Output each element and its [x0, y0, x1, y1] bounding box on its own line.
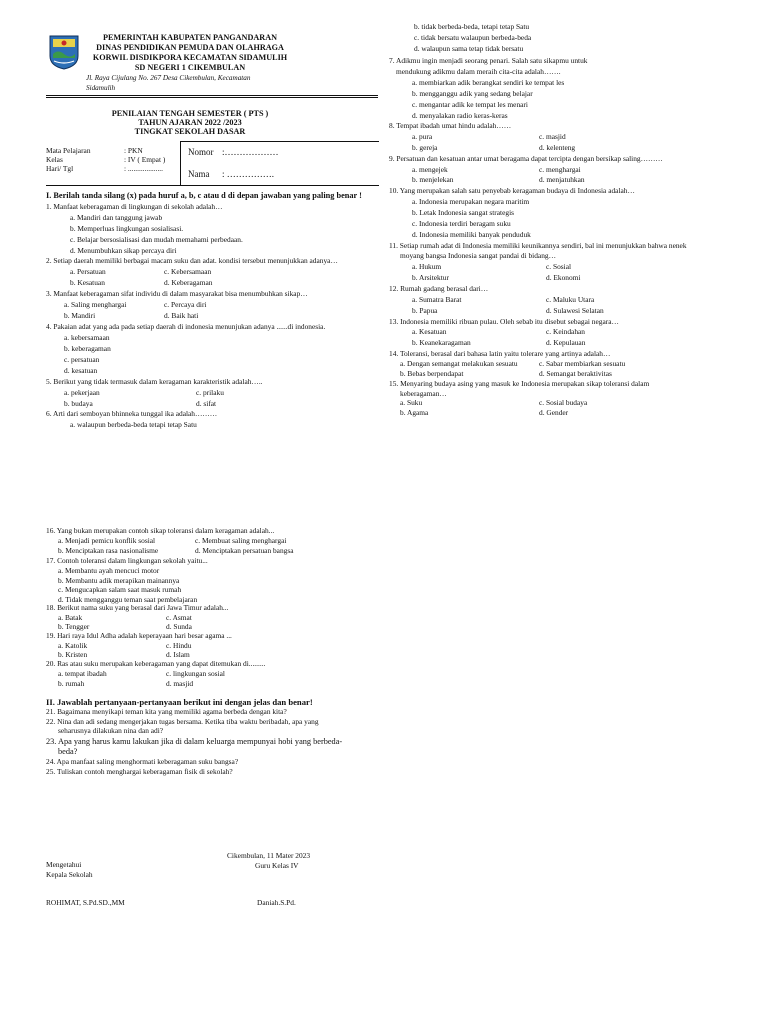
q1-option-d[interactable]: d. Menumbuhkan sikap percaya diri	[70, 246, 177, 255]
exam-title: PENILAIAN TENGAH SEMESTER ( PTS )	[111, 109, 269, 118]
school-address-line2: Sidamulih	[86, 84, 116, 92]
essay-24: 24. Apa manfaat saling menghormati keberagaman suku bangsa?	[46, 757, 239, 766]
nama-field[interactable]: : …………….	[222, 169, 275, 179]
q20-option-a[interactable]: a. tempat ibadah	[58, 669, 107, 678]
q8-option-a[interactable]: a. pura	[412, 132, 433, 141]
q9-option-b[interactable]: b. menjelekan	[412, 175, 454, 184]
department-name: DINAS PENDIDIKAN PEMUDA DAN OLAHRAGA	[96, 43, 284, 52]
q13-option-d[interactable]: d. Kepulauan	[546, 338, 586, 347]
subject-value: : PKN	[124, 146, 143, 155]
question-8: 8. Tempat ibadah umat hindu adalah……	[389, 121, 512, 130]
q11-option-d[interactable]: d. Ekonomi	[546, 273, 581, 282]
section1-heading: I. Berilah tanda silang (x) pada huruf a, b, c atau d di depan jawaban yang paling benar !	[46, 191, 362, 200]
q14-option-d[interactable]: d. Semangat beraktivitas	[539, 369, 612, 378]
q10-option-a[interactable]: a. Indonesia merupakan negara maritim	[412, 197, 530, 206]
q7-option-b[interactable]: b. mengganggu adik yang sedang belajar	[412, 89, 533, 98]
q2-option-b[interactable]: b. Kesatuan	[70, 278, 105, 287]
essay-23: 23. Apa yang harus kamu lakukan jika di dalam keluarga mempunyai hobi yang berbeda-	[46, 737, 343, 746]
q16-option-a[interactable]: a. Menjadi pemicu konflik sosial	[58, 536, 156, 545]
q13-option-a[interactable]: a. Kesatuan	[412, 327, 447, 336]
q4-option-a[interactable]: a. kebersamaan	[64, 333, 110, 342]
q7-option-c[interactable]: c. mengantar adik ke tempat les menari	[412, 100, 528, 109]
teacher-name: Daniah.S.Pd.	[257, 898, 296, 907]
q11-option-c[interactable]: c. Sosial	[546, 262, 572, 271]
q8-option-b[interactable]: b. gereja	[412, 143, 438, 152]
q10-option-d[interactable]: d. Indonesia memiliki banyak penduduk	[412, 230, 531, 239]
question-5: 5. Berikut yang tidak termasuk dalam keragaman karakteristik adalah…..	[46, 377, 263, 386]
essay-21: 21. Bagaimana menyikapi teman kita yang memiliki agama berbeda dengan kita?	[46, 707, 287, 716]
header-rule-thin	[46, 97, 378, 98]
date-value: : ...................	[124, 164, 164, 173]
question-11-line2: moyang bangsa Indonesia sangat pandai di bidang…	[400, 251, 556, 260]
question-9: 9. Persatuan dan kesatuan antar umat beragama dapat tercipta dengan bersikap saling………	[389, 154, 663, 163]
head-name: ROHIMAT, S.Pd.SD.,MM	[46, 898, 125, 907]
q8-option-c[interactable]: c. masjid	[539, 132, 566, 141]
q12-option-b[interactable]: b. Papua	[412, 306, 438, 315]
q6-option-b[interactable]: b. tidak berbeda-beda, tetapi tetap Satu	[414, 22, 530, 31]
q12-option-c[interactable]: c. Maluku Utara	[546, 295, 595, 304]
question-11: 11. Setiap rumah adat di Indonesia memiliki keunikannya sendiri, bal ini menunjukkan bahwa nenek	[389, 241, 687, 250]
q14-option-c[interactable]: c. Sabar membiarkan sesuatu	[539, 359, 626, 368]
q20-option-c[interactable]: c. lingkungan sosial	[166, 669, 225, 678]
info-rule	[46, 185, 378, 186]
acknowledged-label: Mengetahui	[46, 860, 82, 869]
q17-option-c[interactable]: c. Mengucapkan salam saat masuk rumah	[58, 585, 182, 594]
q2-option-d[interactable]: d. Keberagaman	[164, 278, 213, 287]
q19-option-b[interactable]: b. Kristen	[58, 650, 88, 659]
question-7: 7. Adikmu ingin menjadi seorang penari. Salah satu sikapmu untuk	[389, 56, 588, 65]
subject-label: Mata Pelajaran	[46, 146, 91, 155]
essay-22: 22. Nina dan adi sedang mengerjakan tugas bersama. Ketika tiba waktu beribadah, apa yang	[46, 717, 319, 726]
q19-option-d[interactable]: d. Islam	[166, 650, 190, 659]
q1-option-b[interactable]: b. Memperluas lingkungan sosialisasi.	[70, 224, 184, 233]
q9-option-c[interactable]: c. menghargai	[539, 165, 581, 174]
q2-option-a[interactable]: a. Persatuan	[70, 267, 106, 276]
nomor-field[interactable]: :………………	[222, 147, 279, 157]
head-role: Kepala Sekolah	[46, 870, 93, 879]
q15-option-d[interactable]: d. Gender	[539, 408, 569, 417]
question-20: 20. Ras atau suku merupakan keberagaman yang dapat ditemukan di.........	[46, 659, 266, 668]
nama-label: Nama	[188, 169, 210, 179]
government-name: PEMERINTAH KABUPATEN PANGANDARAN	[102, 33, 278, 42]
q15-option-c[interactable]: c. Sosial budaya	[539, 398, 588, 407]
question-19: 19. Hari raya Idul Adha adalah keperayaan hari besar agama ...	[46, 631, 232, 640]
signing-place-date: Cikembulan, 11 Mater 2023	[227, 851, 311, 860]
q18-option-b[interactable]: b. Tengger	[58, 622, 90, 631]
section2-heading: II. Jawablah pertanyaan-pertanyaan berikut ini dengan jelas dan benar!	[46, 697, 313, 707]
q15-option-b[interactable]: b. Agama	[400, 408, 429, 417]
nomor-label: Nomor	[188, 147, 214, 157]
q17-option-b[interactable]: b. Membantu adik merapikan mainannya	[58, 576, 180, 585]
q3-option-c[interactable]: c. Percaya diri	[164, 300, 207, 309]
q9-option-d[interactable]: d. menjatuhkan	[539, 175, 585, 184]
q1-option-a[interactable]: a. Mandiri dan tanggung jawab	[70, 213, 163, 222]
district-office-name: KORWIL DISDIKPORA KECAMATAN SIDAMULIH	[92, 53, 288, 62]
question-3: 3. Manfaat keberagaman sifat individu di dalam masyarakat bisa menumbuhkan sikap…	[46, 289, 308, 298]
q5-option-a[interactable]: a. pekerjaan	[64, 388, 100, 397]
q4-option-c[interactable]: c. persatuan	[64, 355, 100, 364]
q3-option-b[interactable]: b. Mandiri	[64, 311, 96, 320]
class-label: Kelas	[46, 155, 63, 164]
teacher-role: Guru Kelas IV	[255, 861, 299, 870]
q5-option-d[interactable]: d. sifat	[196, 399, 217, 408]
q1-option-c[interactable]: c. Belajar bersosialisasi dan mudah memahami perbedaan.	[70, 235, 243, 244]
exam-level: TINGKAT SEKOLAH DASAR	[134, 127, 246, 136]
q8-option-d[interactable]: d. kelenteng	[539, 143, 576, 152]
q18-option-c[interactable]: c. Asmat	[166, 613, 192, 622]
question-16: 16. Yang bukan merupakan contoh sikap toleransi dalam keragaman adalah...	[46, 526, 275, 535]
q13-option-c[interactable]: c. Keindahan	[546, 327, 585, 336]
q16-option-b[interactable]: b. Menciptakan rasa nasionalisme	[58, 546, 159, 555]
q20-option-b[interactable]: b. rumah	[58, 679, 85, 688]
q4-option-b[interactable]: b. keberagaman	[64, 344, 111, 353]
question-17: 17. Contoh toleransi dalam lingkungan sekolah yaitu...	[46, 556, 208, 565]
q14-option-a[interactable]: a. Dengan semangat melakukan sesuatu	[400, 359, 518, 368]
q2-option-c[interactable]: c. Kebersamaan	[164, 267, 212, 276]
question-2: 2. Setiap daerah memiliki berbagai macam suku dan adat. kondisi tersebut menunjukkan adanya…	[46, 256, 338, 265]
question-10: 10. Yang merupakan salah satu penyebab keragaman budaya di Indonesia adalah…	[389, 186, 635, 195]
question-13: 13. Indonesia memiliki ribuan pulau. Oleh sebab itu disebut sebagai negara…	[389, 317, 619, 326]
question-14: 14. Toleransi, berasal dari bahasa latin yaitu tolerare yang artinya adalah…	[389, 349, 611, 358]
question-15: 15. Menyaring budaya asing yang masuk ke Indonesia merupakan sikap toleransi dalam	[389, 379, 650, 388]
essay-22-line2: seharusnya dilakukan nina dan adi?	[58, 726, 164, 735]
q15-option-a[interactable]: a. Suku	[400, 398, 423, 407]
question-18: 18. Berikut nama suku yang berasal dari Jawa Timur adalah...	[46, 603, 229, 612]
q3-option-a[interactable]: a. Saling menghargai	[64, 300, 127, 309]
q16-option-d[interactable]: d. Menciptakan persatuan bangsa	[195, 546, 294, 555]
question-7-line2: mendukung adikmu dalam meraih cita-cita adalah…….	[396, 67, 561, 76]
school-name: SD NEGERI 1 CIKEMBULAN	[134, 63, 246, 72]
q9-option-a[interactable]: a. mengejek	[412, 165, 448, 174]
q11-option-a[interactable]: a. Hukum	[412, 262, 442, 271]
q7-option-d[interactable]: d. menyalakan radio keras-keras	[412, 111, 508, 120]
q10-option-c[interactable]: c. Indonesia terdiri beragam suku	[412, 219, 511, 228]
essay-25: 25. Tuliskan contoh menghargai keberagaman fisik di sekolah?	[46, 767, 233, 776]
q16-option-c[interactable]: c. Membuat saling menghargai	[195, 536, 287, 545]
q5-option-b[interactable]: b. budaya	[64, 399, 93, 408]
q13-option-b[interactable]: b. Keanekaragaman	[412, 338, 471, 347]
q18-option-a[interactable]: a. Batak	[58, 613, 83, 622]
q14-option-b[interactable]: b. Bebas berpendapat	[400, 369, 464, 378]
q3-option-d[interactable]: d. Baik hati	[164, 311, 199, 320]
question-6: 6. Arti dari semboyan bhinneka tunggal ika adalah………	[46, 409, 218, 418]
q19-option-a[interactable]: a. Katolik	[58, 641, 88, 650]
question-15-line2: keberagaman…	[400, 389, 447, 398]
q19-option-c[interactable]: c. Hindu	[166, 641, 192, 650]
q18-option-d[interactable]: d. Sunda	[166, 622, 192, 631]
school-address: Jl. Raya Cijulang No. 267 Desa Cikembulan, Kecamatan	[86, 74, 251, 82]
q17-option-d[interactable]: d. Tidak mengganggu teman saat pembelajaran	[58, 595, 198, 604]
date-label: Hari/ Tgl	[46, 164, 74, 173]
q4-option-d[interactable]: d. kesatuan	[64, 366, 98, 375]
question-1: 1. Manfaat keberagaman di lingkungan di sekolah adalah…	[46, 202, 223, 211]
q11-option-b[interactable]: b. Arsitektur	[412, 273, 449, 282]
q12-option-a[interactable]: a. Sumatra Barat	[412, 295, 462, 304]
q17-option-a[interactable]: a. Membantu ayah mencuci motor	[58, 566, 160, 575]
header-rule	[46, 95, 378, 96]
class-value: : IV ( Empat )	[124, 155, 166, 164]
q7-option-a[interactable]: a. membiarkan adik berangkat sendiri ke tempat les	[412, 78, 565, 87]
q6-option-c[interactable]: c. tidak bersatu walaupun berbeda-beda	[414, 33, 532, 42]
essay-23-line2: beda?	[58, 747, 78, 756]
question-12: 12. Rumah gadang berasal dari…	[389, 284, 489, 293]
question-4: 4. Pakaian adat yang ada pada setiap daerah di indonesia menunjukan adanya ......di indonesia.	[46, 322, 326, 331]
q6-option-d[interactable]: d. walaupun sama tetap tidak bersatu	[414, 44, 524, 53]
q10-option-b[interactable]: b. Letak Indonesia sangat strategis	[412, 208, 515, 217]
exam-year: TAHUN AJARAN 2022 /2023	[138, 118, 242, 127]
q6-option-a[interactable]: a. walaupun berbeda-beda tetapi tetap Satu	[70, 420, 197, 429]
q20-option-d[interactable]: d. masjid	[166, 679, 194, 688]
q12-option-d[interactable]: d. Sulawesi Selatan	[546, 306, 604, 315]
q5-option-c[interactable]: c. prilaku	[196, 388, 224, 397]
